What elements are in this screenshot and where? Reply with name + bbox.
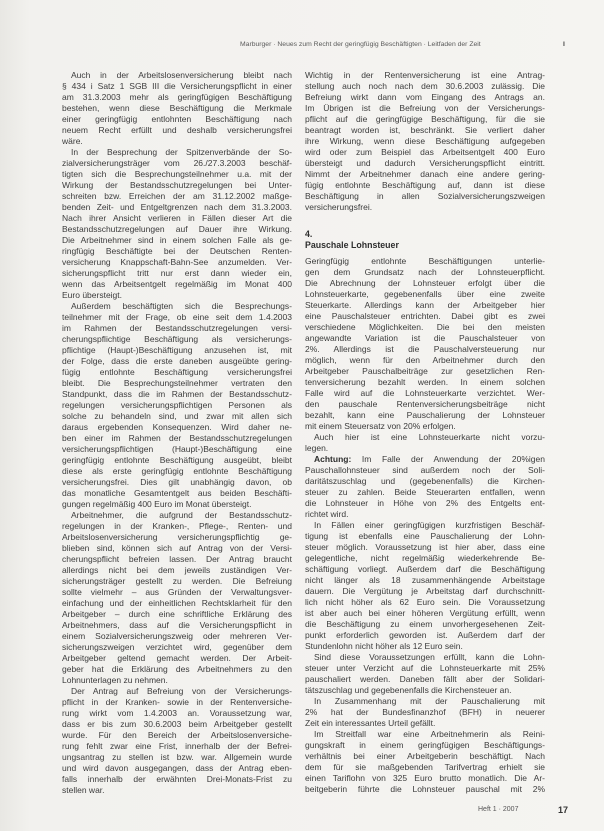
text-line [305, 169, 545, 180]
text-line [305, 410, 545, 421]
line-text: fügig entlohnte Beschäftigung versicherungsfrei [62, 367, 292, 377]
line-text: Im Übrigen ist die Befreiung von der Versicherungs- [305, 103, 545, 113]
line-text: Nach ihrer Ansicht verlieren in Fällen dieser Art die [62, 213, 292, 223]
text-line [62, 675, 292, 686]
line-text: gen dem Grundsatz nach der Lohnsteuerpflicht. [305, 267, 545, 277]
line-text: am 31.3.2003 mehr als geringfügigen Beschäftigung [62, 92, 292, 102]
text-line [62, 488, 292, 499]
text-line [62, 268, 292, 279]
text-line [62, 367, 292, 378]
text-line [305, 531, 545, 542]
text-line [62, 81, 292, 92]
line-text: möglich, wenn für den Arbeitnehmer durch den [305, 355, 545, 365]
section-title: Pauschale Lohnsteuer [305, 240, 399, 250]
line-text: Arbeitgeber – durch eine schriftliche Erklärung des [62, 609, 292, 619]
paragraph [305, 256, 545, 432]
line-text: versicherungsfrei. Dies gilt unabhängig davon, ob [62, 477, 292, 487]
text-line [305, 707, 545, 718]
text-line [62, 587, 292, 598]
line-text: punkt erforderlich geworden ist. Außerdem darf der [305, 630, 545, 640]
paragraph [62, 510, 292, 686]
paragraph [62, 70, 292, 147]
text-line [62, 246, 292, 257]
text-line [62, 70, 292, 81]
line-text: wird oder zum Beispiel das Arbeitsentgelt 400 Euro [305, 147, 545, 157]
text-line [305, 542, 545, 553]
paragraph [305, 520, 545, 652]
lead-in: Achtung: [314, 454, 352, 464]
line-text: sicherungsträger gestellt zu werden. Die Befreiung [62, 576, 292, 586]
line-text: Die Arbeitnehmer sind in einem solchen Falle als ge- [62, 235, 292, 245]
line-text: Stundenlohn nicht höher als 12 Euro sein. [305, 641, 463, 651]
line-text: blieben sind, können sich auf Antrag von der Versi- [62, 543, 292, 553]
running-header [240, 40, 575, 50]
line-text: Nimmt der Arbeitnehmer danach eine andere gering- [305, 169, 545, 179]
line-text: versicherung Knappschaft-Bahn-See anzumelden. Ver- [62, 257, 292, 267]
line-text: einem Sozialversicherungszweig oder mehreren Ver- [62, 631, 292, 641]
text-line [305, 641, 545, 652]
line-text: § 434 i Satz 1 SGB III die Versicherungspflicht in einer [62, 81, 292, 91]
line-text: verhältnis bei einer Arbeitgeberin beschäftigt. Nach [305, 751, 545, 761]
text-line [305, 311, 545, 322]
text-line [305, 136, 545, 147]
paragraph [305, 70, 545, 213]
text-line [305, 520, 545, 531]
text-line [305, 652, 545, 663]
text-line [305, 125, 545, 136]
line-text: geringfügig entlohnte Beschäftigung ausgeübt, bleibt [62, 455, 292, 465]
line-text: einer geringfügig entlohnten Beschäftigung nach [62, 114, 292, 124]
line-text: cherungspflichtige Beschäftigung als versicherungs- [62, 334, 292, 344]
line-text: Geringfügig entlohnte Beschäftigungen unterlie- [305, 256, 545, 266]
line-text: eine Pauschalsteuer entrichten. Dabei gibt es zwei [305, 311, 545, 321]
text-line [305, 619, 545, 630]
line-text: Auch in der Arbeitslosenversicherung bleibt nach [71, 70, 292, 80]
text-line [62, 290, 292, 301]
text-line [62, 521, 292, 532]
line-text: wurde. Für den Bereich der Arbeitslosenversiche- [62, 730, 292, 740]
line-text: In der Besprechung der Spitzenverbände der So- [71, 147, 292, 157]
line-text: Standpunkt, dass die im Rahmen der Bestandsschutz- [62, 389, 292, 399]
text-line [62, 785, 292, 796]
text-line [62, 345, 292, 356]
text-line [305, 388, 545, 399]
line-text: Pauschallohnsteuer sind außerdem noch der Soli- [305, 465, 545, 475]
text-line [305, 553, 545, 564]
paragraph [305, 652, 545, 696]
line-text: 2%. Allerdings ist die Pauschalversteuerung nur [305, 344, 545, 354]
text-line [305, 773, 545, 784]
line-text: 2% hat der Bundesfinanzhof (BFH) in neuerer [305, 707, 545, 717]
line-text: bleibt. Die Besprechungsteilnehmer vertraten den [62, 378, 292, 388]
line-text: sicherungspflicht tritt nur erst dann wieder ein, [62, 268, 292, 278]
line-text: Arbeitgeber Pauschalbeiträge zur gesetzlichen Ren- [305, 366, 545, 376]
text-line [305, 103, 545, 114]
line-text: schäftigung vorliegt. Außerdem darf die Beschäftigung [305, 564, 545, 574]
text-line [62, 532, 292, 543]
text-line [305, 509, 545, 520]
text-line [62, 411, 292, 422]
text-line [305, 718, 545, 729]
text-line [62, 576, 292, 587]
line-text: Lohnunterlagen zu nehmen. [62, 675, 168, 685]
text-line [305, 158, 545, 169]
section-number: 4. [305, 229, 313, 239]
text-line [305, 421, 545, 432]
text-line [305, 377, 545, 388]
line-text: ihre Wirkung, wenn diese Beschäftigung aufgegeben [305, 136, 545, 146]
line-text: ist aber auch bei einer höheren Vergütung erfüllt, wenn [305, 608, 545, 618]
line-text: tigten sich die Besprechungsteilnehmer u.a. mit der [62, 169, 292, 179]
text-line [305, 663, 545, 674]
running-header-text: Marburger · Neues zum Recht der geringfügig Beschäftigten · Leitfaden der Zeit [240, 41, 481, 48]
line-text: tätszuschlag und gegebenenfalls die Kirchensteuer an. [305, 685, 512, 695]
line-text: Arbeitgeber geltend gemacht werden. Der Arbeit- [62, 653, 292, 663]
line-text: regelungen versicherungspflichtigen Personen als [62, 400, 292, 410]
text-line [62, 158, 292, 169]
line-text: Sind diese Voraussetzungen erfüllt, kann die Lohn- [314, 652, 545, 662]
text-line [62, 323, 292, 334]
line-text: stellen war. [62, 785, 105, 795]
line-text: pflicht auf die geringfügige Beschäftigung, für die sie [305, 114, 545, 124]
paragraph [62, 686, 292, 796]
line-text: versicherungsfrei. [305, 202, 373, 212]
line-text: Euro übersteigt. [62, 290, 123, 300]
line-text: Bestandsschutzregelungen auf Dauer ihre Wirkung. [62, 224, 292, 234]
text-line [62, 400, 292, 411]
text-line [62, 620, 292, 631]
text-line [62, 114, 292, 125]
text-line [62, 466, 292, 477]
line-text: benden Zeit- und Entgeltgrenzen nach dem 31.3.2003. [62, 202, 292, 212]
line-text: einen Tariflohn von 325 Euro brutto monatlich. Die Ar- [305, 773, 545, 783]
text-line [305, 762, 545, 773]
line-text: einfachung und der einheitlichen Rechtsklarheit für den [62, 598, 292, 608]
line-text: pflicht in der Kranken- sowie in der Rentenversiche- [62, 697, 292, 707]
line-text: und wird davon ausgegangen, dass der Antrag eben- [62, 763, 292, 773]
text-line [305, 740, 545, 751]
text-line [62, 697, 292, 708]
line-text: Wirkung der Bestandsschutzregelungen bei Unter- [62, 180, 292, 190]
text-line [305, 564, 545, 575]
section-heading [305, 229, 545, 251]
section-marker: I [563, 41, 565, 48]
text-line [305, 366, 545, 377]
text-line [305, 751, 545, 762]
text-line [62, 180, 292, 191]
text-line [305, 114, 545, 125]
line-text: dass er bis zum 30.6.2003 beim Arbeitgeber gestellt [62, 719, 292, 729]
paragraph [305, 454, 545, 520]
paragraph [305, 696, 545, 729]
line-text: nicht länger als 18 zusammenhängende Arbeitstage [305, 575, 545, 585]
line-text: verschiedene Möglichkeiten. Die bei den meisten [305, 322, 545, 332]
line-text: mit einem Steuersatz von 20% erfolgen. [305, 421, 456, 431]
text-line [305, 476, 545, 487]
line-text: der Folge, dass die erste daneben ausgeübte gering- [62, 356, 292, 366]
line-text: cherungspflicht befreien lassen. Der Antrag braucht [62, 554, 292, 564]
line-text: diese als erste geringfügig entlohnte Beschäftigung [62, 466, 292, 476]
text-line [62, 642, 292, 653]
text-line [305, 180, 545, 191]
line-text: bestehen, wenn diese Beschäftigung die Merkmale [62, 103, 292, 113]
text-line [62, 147, 292, 158]
text-line [305, 454, 545, 465]
line-text: teilnehmer mit der Frage, ob eine seit dem 1.4.2003 [62, 312, 292, 322]
text-line [62, 609, 292, 620]
text-line [62, 565, 292, 576]
line-text: steuer unter Verzicht auf die Lohnsteuerkarte mit 25% [305, 663, 545, 673]
line-text: Beschäftigung in allen Sozialversicherungszweigen [305, 191, 545, 201]
text-line [62, 653, 292, 664]
text-line [305, 256, 545, 267]
right-column [305, 70, 545, 795]
page-footer [478, 804, 578, 816]
line-text: tigung ist ebenfalls eine Pauschalierung der Lohn- [305, 531, 545, 541]
paragraph [305, 729, 545, 795]
line-text: bezahlt, kann eine Pauschalierung der Lohnsteuer [305, 410, 545, 420]
line-text: Arbeitnehmer, die aufgrund der Bestandsschutz- [71, 510, 292, 520]
text-line [62, 92, 292, 103]
line-text: dem für sie maßgebenden Tarifvertrag erhielt sie [305, 762, 545, 772]
line-text: wäre. [62, 136, 83, 146]
text-line [62, 136, 292, 147]
line-text: daritätszuschlag und (gegebenenfalls) die Kirchen- [305, 476, 545, 486]
line-text: gungskraft in einem geringfügigen Beschäftigungs- [305, 740, 545, 750]
text-line [305, 586, 545, 597]
line-text: beitgeberin führte die Lohnsteuer pauschal mit 2% [305, 784, 545, 794]
text-line [62, 719, 292, 730]
text-line [305, 696, 545, 707]
line-text: ringfügig Beschäftigte bei der Deutschen Renten- [62, 246, 292, 256]
text-line [62, 235, 292, 246]
line-text: dauern. Die Vergütung je Arbeitstag darf durchschnitt- [305, 586, 545, 596]
line-text: Lohnsteuerkarte, gegebenenfalls über eine zweite [305, 289, 545, 299]
line-text: beantragt worden ist, beschränkt. Sie verliert daher [305, 125, 545, 135]
line-text: Im Streitfall war eine Arbeitnehmerin als Reini- [314, 729, 545, 739]
line-text: angewandte Variation ist die Pauschalsteuer von [305, 333, 545, 343]
line-text: solche zu behandeln sind, und zwar mit allen sich [62, 411, 292, 421]
text-line [62, 279, 292, 290]
text-line [62, 686, 292, 697]
line-text: Steuerkarte. Allerdings kann der Arbeitgeber hier [305, 300, 545, 310]
line-text: tenversicherung bezahlt werden. In einem solchen [305, 377, 545, 387]
text-line [305, 267, 545, 278]
text-line [62, 422, 292, 433]
text-line [305, 498, 545, 509]
line-text: rung wirkt vom 1.4.2003 an. Voraussetzung war, [62, 708, 292, 718]
text-line [305, 147, 545, 158]
text-line [305, 443, 545, 454]
text-line [305, 674, 545, 685]
line-text: legen. [305, 443, 329, 453]
line-text: richtet wird. [305, 509, 349, 519]
line-text: Die Abrechnung der Lohnsteuer erfolgt über die [305, 278, 545, 288]
line-text: Arbeitnehmers, dass auf die Versicherungspflicht in [62, 620, 292, 630]
paragraph [62, 147, 292, 301]
text-line [62, 444, 292, 455]
text-line [305, 729, 545, 740]
text-line [305, 465, 545, 476]
line-text: die Beschäftigung zu einem unvorhergesehenen Zeit- [305, 619, 545, 629]
text-line [62, 763, 292, 774]
line-text: zialversicherungsträger vom 26./27.3.2003 beschäf- [62, 158, 292, 168]
text-line [62, 334, 292, 345]
text-line [305, 487, 545, 498]
line-text: allerdings nicht bei dem jeweils zuständigen Ver- [62, 565, 292, 575]
line-text: In Fällen einer geringfügigen kurzfristigen Beschäf- [314, 520, 545, 530]
text-line [305, 685, 545, 696]
line-text: das monatliche Gesamtentgelt aus beiden Beschäfti- [62, 488, 292, 498]
text-line [62, 631, 292, 642]
text-line [62, 510, 292, 521]
text-line [305, 92, 545, 103]
text-line [62, 598, 292, 609]
text-line [305, 191, 545, 202]
line-text: den pauschale Rentenversicherungsbeiträge nicht [305, 399, 545, 409]
text-line [305, 333, 545, 344]
issue-label: Heft 1 · 2007 [478, 806, 519, 813]
text-line [62, 774, 292, 785]
line-text: pauschaliert werden. Daneben fällt aber der Solidari- [305, 674, 545, 684]
line-text: Wichtig in der Rentenversicherung ist eine Antrag- [305, 70, 545, 80]
line-text: versicherungspflichtigen (Haupt-)Beschäftigung eine [62, 444, 292, 454]
text-line [62, 477, 292, 488]
text-line [305, 81, 545, 92]
text-line [62, 499, 292, 510]
line-text: sicherungszweigen verzichtet wird, gegenüber dem [62, 642, 292, 652]
text-line [305, 344, 545, 355]
text-line [305, 432, 545, 443]
text-line [62, 191, 292, 202]
text-line [305, 322, 545, 333]
text-line [62, 730, 292, 741]
line-text: rung fehlt zwar eine Frist, innerhalb der der Befrei- [62, 741, 292, 751]
line-text: geber hat die Erklärung des Arbeitnehmers zu den [62, 664, 292, 674]
line-text: falls innerhalb der erwähnten Drei-Monats-Frist zu [62, 774, 292, 784]
line-text: ben einer im Rahmen der Bestandsschutzregelungen [62, 433, 292, 443]
page-number: 17 [558, 805, 569, 815]
line-text: wenn das Arbeitsentgelt regelmäßig im Monat 400 [62, 279, 292, 289]
line-text: In Zusammenhang mit der Pauschalierung mit [314, 696, 545, 706]
text-line [62, 257, 292, 268]
text-line [305, 70, 545, 81]
text-line [305, 575, 545, 586]
text-line [305, 289, 545, 300]
text-line [62, 433, 292, 444]
line-text: steuer möglich. Voraussetzung ist hier aber, dass eine [305, 542, 545, 552]
left-column [62, 70, 292, 796]
line-text: Außerdem beschäftigten sich die Besprechungs- [71, 301, 292, 311]
line-text: Zeit ein interessantes Urteil gefällt. [305, 718, 436, 728]
text-line [62, 301, 292, 312]
line-text: fügig entlohnte Beschäftigung auf, dann ist diese [305, 180, 545, 190]
text-line [62, 125, 292, 136]
text-line [62, 389, 292, 400]
text-line [62, 752, 292, 763]
text-line [62, 543, 292, 554]
text-line [62, 213, 292, 224]
line-text: übersteigt und dadurch Versicherungspflicht eintritt. [305, 158, 545, 168]
line-text: Der Antrag auf Befreiung von der Versicherungs- [71, 686, 292, 696]
text-line [62, 455, 292, 466]
text-line [62, 741, 292, 752]
line-text: lich nicht höher als 62 Euro sein. Die Voraussetzung [305, 597, 545, 607]
line-text: gungen regelmäßig 400 Euro im Monat übersteigt. [62, 499, 252, 509]
line-text: die Lohnsteuer in Höhe von 2% des Entgelts ent- [305, 498, 545, 508]
text-line [62, 708, 292, 719]
text-line [305, 597, 545, 608]
line-text: pflichtige (Haupt-)Beschäftigung anzusehen ist, mit [62, 345, 292, 355]
text-line [62, 554, 292, 565]
line-text: Im Falle der Anwendung der 20%igen [361, 454, 545, 464]
text-line [305, 630, 545, 641]
text-line [62, 312, 292, 323]
text-line [305, 399, 545, 410]
line-text: neuem Recht erfüllt und deshalb versicherungsfrei [62, 125, 292, 135]
line-text: im Rahmen der Bestandsschutzregelungen versi- [62, 323, 292, 333]
paragraph [305, 432, 545, 454]
line-text: ungsantrag zu stellen ist bzw. war. Allgemein wurde [62, 752, 292, 762]
line-text: sollte vielmehr – aus Gründen der Verwaltungsver- [62, 587, 292, 597]
line-text: steuer zu zahlen. Beide Steuerarten entfallen, wenn [305, 487, 545, 497]
text-line [62, 378, 292, 389]
text-line [62, 664, 292, 675]
text-line [305, 355, 545, 366]
line-text: regelungen in der Kranken-, Pflege-, Renten- und [62, 521, 292, 531]
line-text: daraus ergebenden Konsequenzen. Wird daher ne- [62, 422, 292, 432]
line-text: Auch hier ist eine Lohnsteuerkarte nicht vorzu- [314, 432, 545, 442]
text-line [305, 278, 545, 289]
text-line [62, 356, 292, 367]
line-text: schreiten bzw. Erreichen der am 31.12.2002 maßge- [62, 191, 292, 201]
line-text: stellung auch noch nach dem 30.6.2003 zulässig. Die [305, 81, 545, 91]
paragraph [62, 301, 292, 510]
text-line [305, 608, 545, 619]
text-line [62, 224, 292, 235]
text-line [305, 202, 545, 213]
line-text: Befreiung wirkt dann vom Eingang des Antrags an. [305, 92, 545, 102]
text-line [305, 300, 545, 311]
text-line [62, 169, 292, 180]
line-text: gelegentliche, nicht regelmäßig wiederkehrende Be- [305, 553, 545, 563]
line-text: Arbeitslosenversicherung versicherungspflichtig ge- [62, 532, 292, 542]
text-line [305, 784, 545, 795]
text-line [62, 202, 292, 213]
line-text: Falle wird auf die Lohnsteuerkarte verzichtet. Wer- [305, 388, 545, 398]
text-line [62, 103, 292, 114]
